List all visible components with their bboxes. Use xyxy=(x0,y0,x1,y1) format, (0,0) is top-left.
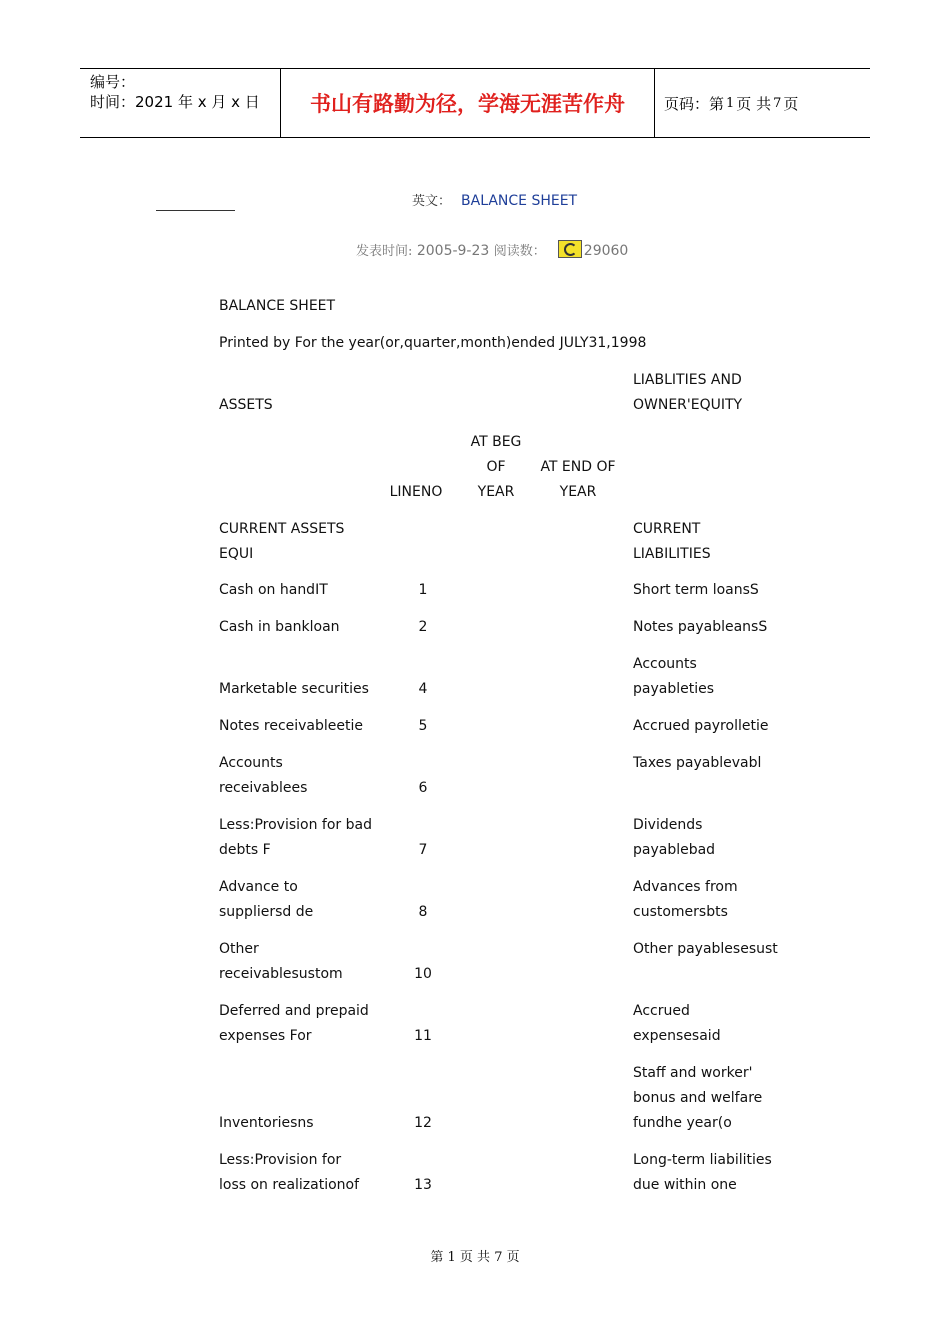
liability-text: Accounts xyxy=(633,656,697,672)
line-number: 2 xyxy=(418,619,428,635)
asset-text: Deferred and prepaid xyxy=(219,1003,369,1019)
asset-cell xyxy=(219,875,313,925)
line-number: 6 xyxy=(418,780,428,796)
reads-count: 29060 xyxy=(583,243,629,259)
asset-text: debts F xyxy=(219,842,271,858)
line-number: 13 xyxy=(414,1177,432,1193)
liability-text: Notes payableansS xyxy=(633,619,768,635)
line-number: 1 xyxy=(418,582,428,598)
asset-text: Less:Provision for xyxy=(219,1152,342,1168)
sheet-subtitle: Printed by For the year(or,quarter,month)ended JULY31,1998 xyxy=(219,335,647,351)
asset-text: expenses For xyxy=(219,1028,312,1044)
line-number: 8 xyxy=(418,904,428,920)
section-line: CURRENT ASSETS xyxy=(219,521,345,537)
asset-text: Other xyxy=(219,941,259,957)
time-label: 时间：2021 年 x 月 x 日 xyxy=(90,93,260,111)
header-info-cell xyxy=(80,69,281,137)
heading-line: OWNER'EQUITY xyxy=(633,397,743,413)
liability-text: Accrued payrolletie xyxy=(633,718,769,734)
sheet-title: BALANCE SHEET xyxy=(219,298,336,314)
liability-cell xyxy=(633,1061,762,1136)
asset-text: Advance to xyxy=(219,879,298,895)
section-current-assets xyxy=(219,517,344,567)
underline-blank xyxy=(156,210,235,211)
publish-date: 2005-9-23 xyxy=(416,243,490,259)
col-line: YEAR xyxy=(477,484,515,500)
liability-text: customersbts xyxy=(633,904,728,920)
liability-text: payableties xyxy=(633,681,715,697)
english-label: 英文： xyxy=(412,194,452,209)
liability-cell xyxy=(633,1148,772,1198)
document-header xyxy=(80,68,870,138)
asset-text: suppliersd de xyxy=(219,904,314,920)
liabilities-heading xyxy=(633,368,742,418)
asset-text: Inventoriesns xyxy=(219,1115,314,1131)
liability-cell xyxy=(633,615,767,640)
liability-cell xyxy=(633,652,714,702)
col-line: AT END OF xyxy=(540,459,616,475)
liability-text: Accrued xyxy=(633,1003,690,1019)
asset-cell xyxy=(219,999,369,1049)
page-end: 页 xyxy=(783,94,799,113)
page-total: 7 xyxy=(773,95,782,111)
code-label: 编号： xyxy=(90,73,136,91)
article-meta xyxy=(356,240,628,259)
asset-cell xyxy=(219,714,363,739)
english-value[interactable]: BALANCE SHEET xyxy=(461,193,578,209)
asset-cell xyxy=(219,813,372,863)
liability-text: Dividends xyxy=(633,817,703,833)
asset-text: Cash on handIT xyxy=(219,582,328,598)
col-line: AT BEG xyxy=(470,434,522,450)
asset-text: receivablees xyxy=(219,780,308,796)
liability-text: bonus and welfare xyxy=(633,1090,763,1106)
asset-text: Notes receivableetie xyxy=(219,718,364,734)
page-mid: 页 共 xyxy=(736,94,772,113)
asset-cell xyxy=(219,1148,359,1198)
asset-cell xyxy=(219,677,369,702)
liability-text: expensesaid xyxy=(633,1028,721,1044)
liability-cell xyxy=(633,937,778,962)
line-number: 12 xyxy=(414,1115,432,1131)
english-title xyxy=(412,190,577,209)
publish-label: 发表时间: xyxy=(356,244,413,259)
asset-text: Cash in bankloan xyxy=(219,619,340,635)
motto: 书山有路勤为径，学海无涯苦作舟 xyxy=(281,69,655,137)
liability-cell xyxy=(633,714,768,739)
counter-icon xyxy=(558,240,582,258)
col-line: YEAR xyxy=(559,484,597,500)
page-footer: 第 1 页 共 7 页 xyxy=(430,1250,520,1265)
liability-cell xyxy=(633,875,738,925)
line-number: 10 xyxy=(414,966,432,982)
reads-label: 阅读数： xyxy=(493,244,546,259)
asset-cell xyxy=(219,1111,314,1136)
liability-text: Other payablesesust xyxy=(633,941,778,957)
line-number: 7 xyxy=(418,842,428,858)
liability-text: fundhe year(o xyxy=(633,1115,732,1131)
page-number-cell xyxy=(655,69,870,137)
page-current: 1 xyxy=(726,95,735,111)
section-line: LIABILITIES xyxy=(633,546,711,562)
col-end xyxy=(533,455,623,505)
line-number: 4 xyxy=(418,681,428,697)
liability-text: Staff and worker' xyxy=(633,1065,753,1081)
liability-text: due within one xyxy=(633,1177,737,1193)
liability-text: Short term loansS xyxy=(633,582,759,598)
col-lineno: LINENO xyxy=(389,484,443,500)
asset-cell xyxy=(219,578,328,603)
liability-text: payablebad xyxy=(633,842,716,858)
asset-text: loss on realizationof xyxy=(219,1177,360,1193)
asset-text: Less:Provision for bad xyxy=(219,817,372,833)
heading-line: LIABLITIES AND xyxy=(633,372,742,388)
page-label: 页码：第 xyxy=(664,94,725,113)
asset-cell xyxy=(219,615,340,640)
section-line: EQUI xyxy=(219,546,254,562)
liability-cell xyxy=(633,751,761,776)
assets-heading: ASSETS xyxy=(219,397,273,413)
asset-cell xyxy=(219,751,307,801)
asset-cell xyxy=(219,937,343,987)
liability-text: Taxes payablevabl xyxy=(633,755,762,771)
line-number: 5 xyxy=(418,718,428,734)
asset-text: Marketable securities xyxy=(219,681,369,697)
line-number: 11 xyxy=(414,1028,432,1044)
liability-cell xyxy=(633,813,715,863)
col-beg xyxy=(461,430,531,505)
section-current-liabilities xyxy=(633,517,711,567)
asset-text: Accounts xyxy=(219,755,283,771)
liability-cell xyxy=(633,578,759,603)
liability-text: Advances from xyxy=(633,879,738,895)
section-line: CURRENT xyxy=(633,521,701,537)
col-line: OF xyxy=(486,459,506,475)
liability-text: Long-term liabilities xyxy=(633,1152,772,1168)
liability-cell xyxy=(633,999,721,1049)
asset-text: receivablesustom xyxy=(219,966,343,982)
